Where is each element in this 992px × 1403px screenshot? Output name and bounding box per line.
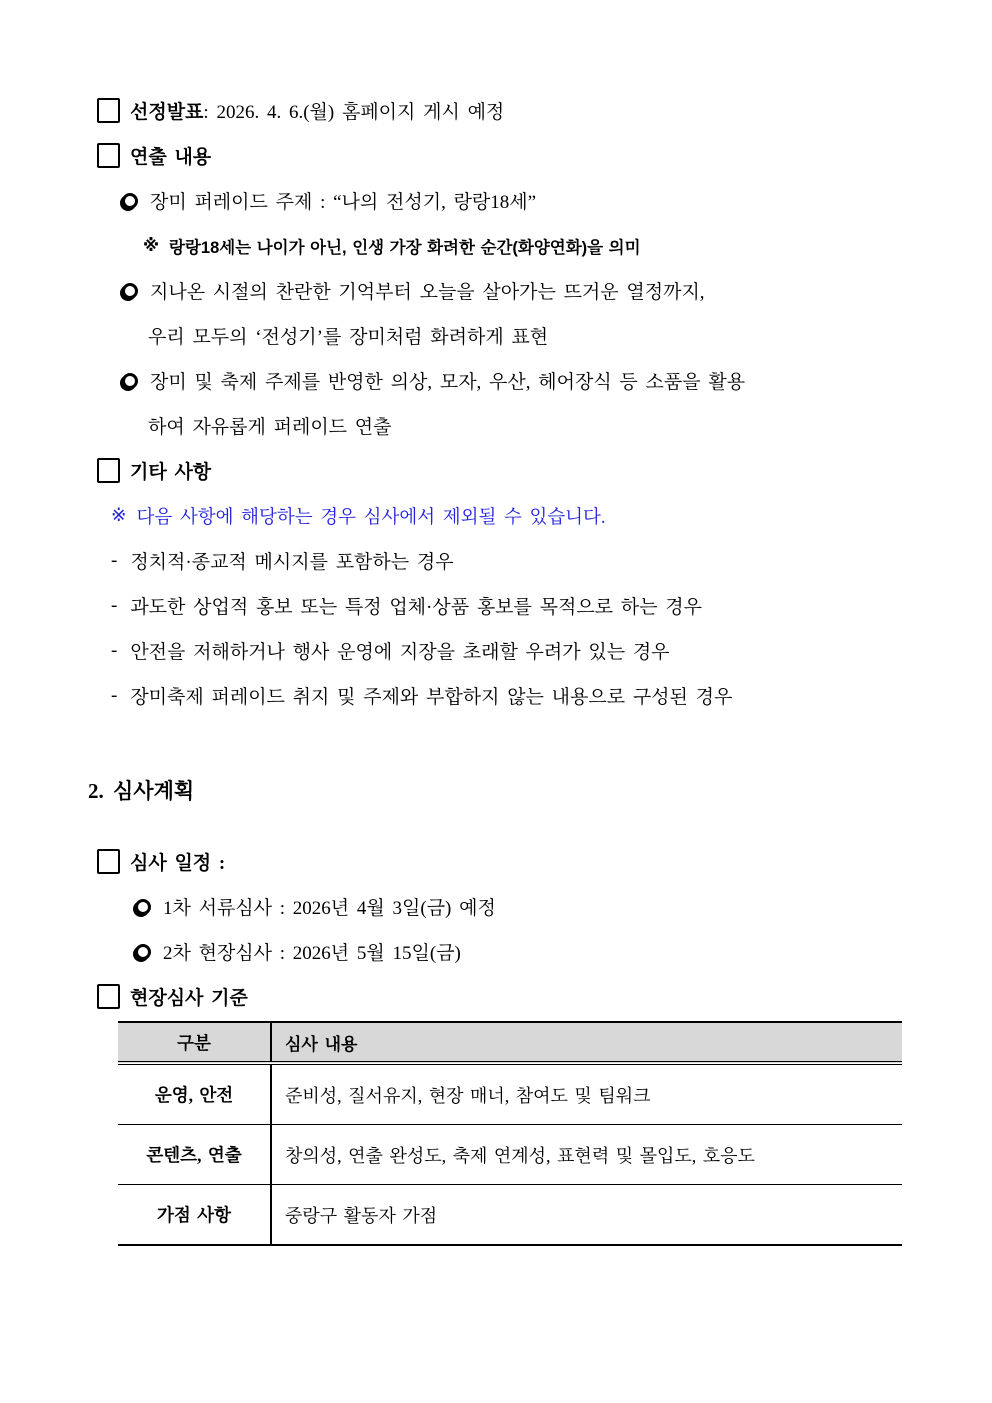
table-content-cell: 창의성, 연출 완성도, 축제 연계성, 표현력 및 몰입도, 호응도 [271,1125,902,1185]
doc-line [122,178,745,223]
doc-line [135,884,496,929]
circle-bullet-icon [122,373,138,389]
dash-bullet: - [111,684,118,706]
table-category-cell: 운영, 안전 [118,1063,271,1125]
table-row [118,1185,902,1246]
line-text: 우리 모두의 ‘전성기’를 장미처럼 화려하게 표현 [148,327,549,348]
doc-line [148,403,745,448]
line-text: 랑랑18세는 나이가 아닌, 인생 가장 화려한 순간(화양연화)을 의미 [169,238,641,257]
table-category-cell: 콘텐츠, 연출 [118,1125,271,1185]
dash-bullet: - [111,639,118,661]
dash-bullet: - [111,549,118,571]
line-text: 과도한 상업적 홍보 또는 특정 업체·상품 홍보를 목적으로 하는 경우 [130,597,702,618]
section2-title: 2. 심사계획 [88,779,195,803]
reference-mark-icon: ※ [143,236,160,255]
doc-line [148,313,745,358]
line-label-bold: 선정발표 [130,102,204,123]
circle-bullet-icon [122,193,138,209]
table-row [118,1063,902,1125]
judging-criteria-table [118,1021,902,1246]
line-text: 장미 및 축제 주제를 반영한 의상, 모자, 우산, 헤어장식 등 소품을 활용 [150,372,746,393]
table-category-cell: 가점 사항 [118,1185,271,1246]
doc-line [111,628,745,673]
circle-bullet-icon [135,944,151,960]
doc-line [122,268,745,313]
checkbox-icon [97,984,120,1009]
reference-mark-icon: ※ [111,505,127,526]
line-text: 하여 자유롭게 퍼레이드 연출 [148,417,392,438]
line-label-bold: 심사 일정 : [130,853,226,874]
line-text: 다음 사항에 해당하는 경우 심사에서 제외될 수 있습니다. [136,507,606,528]
doc-line [97,974,496,1019]
doc-line [97,88,745,133]
doc-line [143,223,745,268]
section1-line-list [0,88,745,718]
line-text: 1차 서류심사 : 2026년 4월 3일(금) 예정 [163,898,496,919]
line-text: 장미축제 퍼레이드 취지 및 주제와 부합하지 않는 내용으로 구성된 경우 [130,687,733,708]
doc-line [135,929,496,974]
line-text: 지나온 시절의 찬란한 기억부터 오늘을 살아가는 뜨거운 열정까지, [150,282,705,303]
checkbox-icon [97,98,120,123]
table-row [118,1125,902,1185]
circle-bullet-icon [122,283,138,299]
line-text: 2차 현장심사 : 2026년 5월 15일(금) [163,943,461,964]
line-text: 안전을 저해하거나 행사 운영에 지장을 초래할 우려가 있는 경우 [130,642,670,663]
doc-line [97,133,745,178]
checkbox-icon [97,458,120,483]
table-header-cell: 구분 [118,1022,271,1063]
line-text: 정치적·종교적 메시지를 포함하는 경우 [130,552,454,573]
doc-line [97,839,496,884]
dash-bullet: - [111,594,118,616]
line-label-bold: 현장심사 기준 [130,988,248,1009]
doc-line [111,583,745,628]
table-content-cell: 준비성, 질서유지, 현장 매너, 참여도 및 팀워크 [271,1063,902,1125]
doc-line [111,493,745,538]
table-header-cell: 심사 내용 [271,1022,902,1063]
checkbox-icon [97,143,120,168]
line-text: 장미 퍼레이드 주제 : “나의 전성기, 랑랑18세” [150,192,537,213]
circle-bullet-icon [135,899,151,915]
doc-line [122,358,745,403]
doc-line [111,538,745,583]
line-text: : 2026. 4. 6.(월) 홈페이지 게시 예정 [203,102,505,123]
doc-line [97,448,745,493]
doc-line [111,673,745,718]
line-label-bold: 기타 사항 [130,462,212,483]
section2-line-list [0,836,496,1019]
table-header [118,1022,902,1063]
table-content-cell: 중랑구 활동자 가점 [285,1205,438,1226]
line-label-bold: 연출 내용 [130,147,212,168]
checkbox-icon [97,849,120,874]
